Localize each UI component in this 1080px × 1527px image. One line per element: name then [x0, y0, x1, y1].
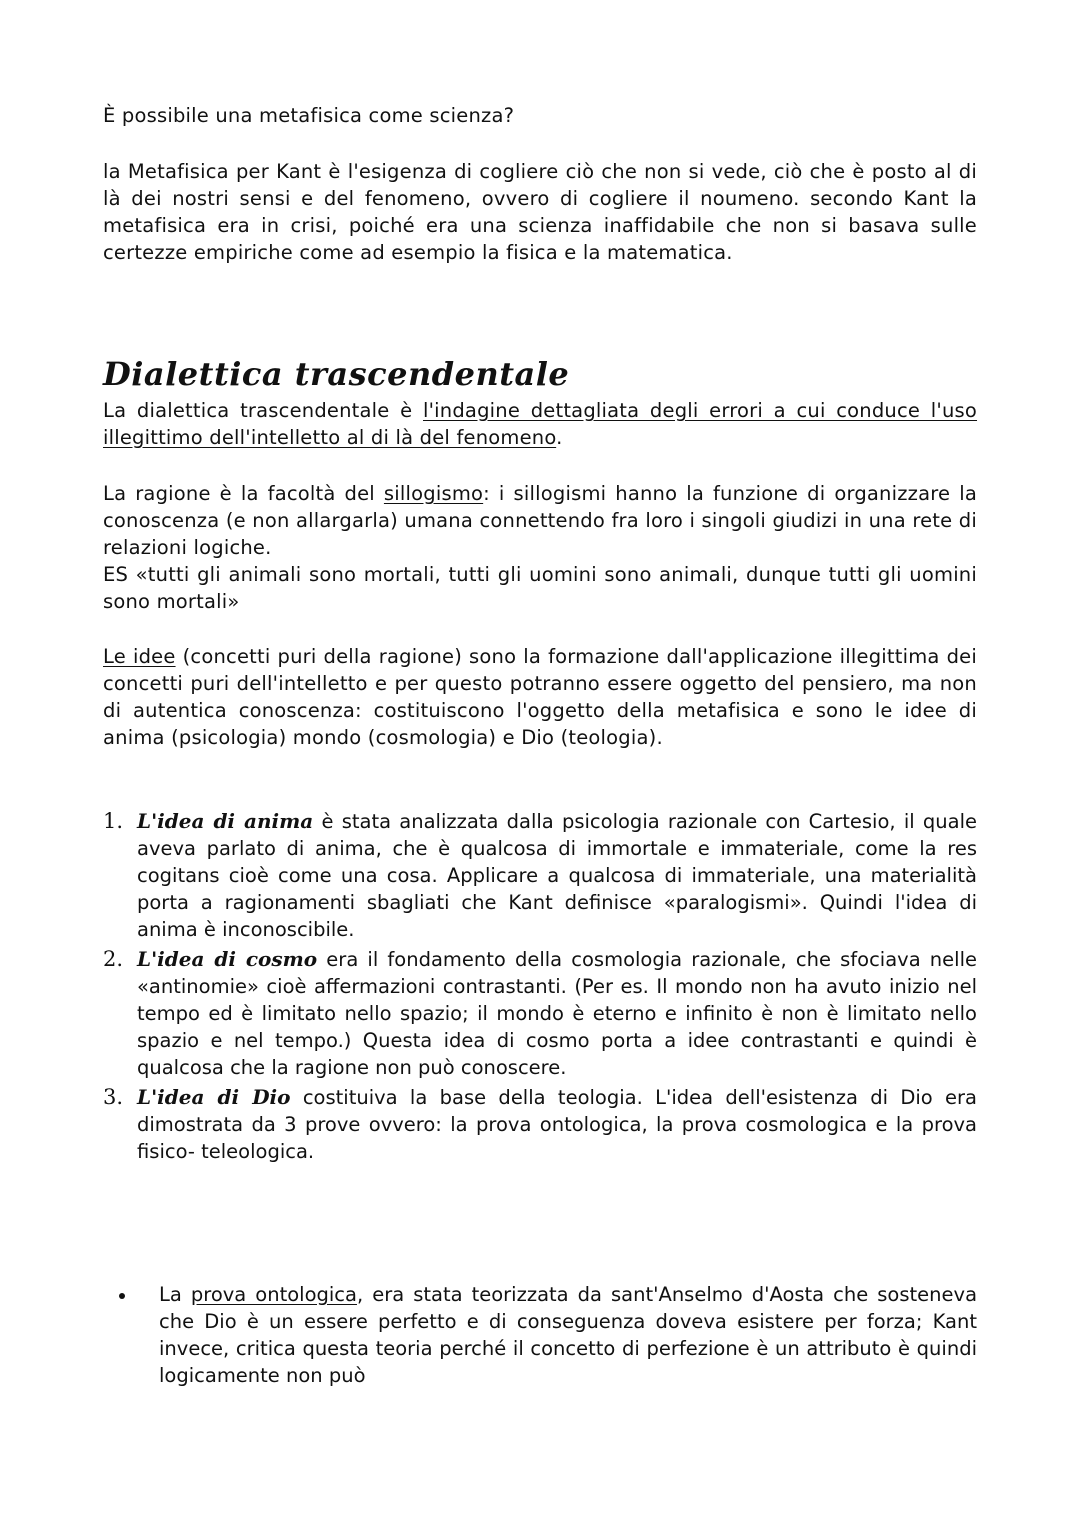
list-item	[103, 946, 977, 1081]
bullet-text: , era stata teorizzata da sant'Anselmo d'Aosta che sosteneva che Dio è un essere perfetto e di conseguenza doveva esistere per forza; Kant invece, critica questa teoria perché il concetto di perfezione è un attributo è quindi logicamente non può	[159, 1283, 978, 1387]
bullet-underlined: prova ontologica	[190, 1283, 357, 1306]
bullet-list	[103, 1281, 977, 1389]
section-title: Dialettica trascendentale	[103, 355, 570, 393]
dialettica-underlined: l'indagine dettagliata degli errori a cui conduce l'uso illegittimo dell'intelletto al di là del fenomeno	[103, 399, 978, 449]
list-item	[103, 808, 977, 943]
dialettica-post: .	[556, 426, 563, 449]
bullet-dot-icon	[119, 1293, 125, 1299]
question-line: È possibile una metafisica come scienza?	[103, 104, 515, 127]
list-text: è stata analizzata dalla psicologia razionale con Cartesio, il quale aveva parlato di anima, che è qualcosa di immortale e immateriale, come la res cogitans cioè come una cosa. Applicare a qualcosa di immateriale, una materialità porta a ragionamenti sbagliati che Kant definisce «paralogismi». Quindi l'idea di anima è inconoscibile.	[137, 810, 977, 941]
ragione-post: : i sillogismi hanno la funzione di organizzare la conoscenza (e non allargarla) umana connettendo fra loro i singoli giudizi in una rete di relazioni logiche.	[103, 482, 977, 559]
list-lead: L'idea di anima	[137, 809, 314, 833]
ragione-pre: La ragione è la facoltà del	[103, 482, 384, 505]
list-number: 1.	[103, 809, 124, 833]
list-number: 3.	[103, 1085, 124, 1109]
list-item	[103, 1084, 977, 1165]
list-number: 2.	[103, 947, 124, 971]
intro-paragraph: la Metafisica per Kant è l'esigenza di cogliere ciò che non si vede, ciò che è posto al di là dei nostri sensi e del fenomeno, ovvero di cogliere il noumeno. secondo Kant la metafisica era in crisi, poiché era una scienza inaffidabile che non si basava sulle certezze empiriche come ad esempio la fisica e la matematica.	[103, 160, 977, 264]
ideas-list	[103, 808, 977, 1165]
ragione-paragraph	[103, 480, 977, 615]
bullet-item	[103, 1281, 977, 1389]
list-text: costituiva la base della teologia. L'idea dell'esistenza di Dio era dimostrata da 3 prove ovvero: la prova ontologica, la prova cosmologica e la prova fisico- teleologica.	[137, 1086, 977, 1163]
ragione-underlined: sillogismo	[383, 482, 484, 505]
idee-paragraph	[103, 643, 977, 751]
list-lead: L'idea di Dio	[137, 1085, 291, 1109]
idee-text: (concetti puri della ragione) sono la formazione dall'applicazione illegittima dei concetti puri dell'intelletto e per questo potranno essere oggetto del pensiero, ma non di autentica conoscenza: costituiscono l'oggetto della metafisica e sono le idee di anima (psicologia) mondo (cosmologia) e Dio (teologia).	[103, 645, 977, 749]
ragione-example: ES «tutti gli animali sono mortali, tutti gli uomini sono animali, dunque tutti gli uomini sono mortali»	[103, 563, 977, 613]
bullet-pre: La	[159, 1283, 191, 1306]
idee-underlined: Le idee	[103, 645, 176, 668]
list-text: era il fondamento della cosmologia razionale, che sfociava nelle «antinomie» cioè affermazioni contrastanti. (Per es. Il mondo non ha avuto inizio nel tempo ed è limitato nello spazio; il mondo è eterno e infinito è non è limitato nello spazio e nel tempo.) Questa idea di cosmo porta a idee contrastanti e quindi è qualcosa che la ragione non può conoscere.	[137, 948, 977, 1079]
dialettica-paragraph	[103, 397, 977, 451]
list-lead: L'idea di cosmo	[137, 947, 318, 971]
dialettica-pre: La dialettica trascendentale è	[103, 399, 423, 422]
